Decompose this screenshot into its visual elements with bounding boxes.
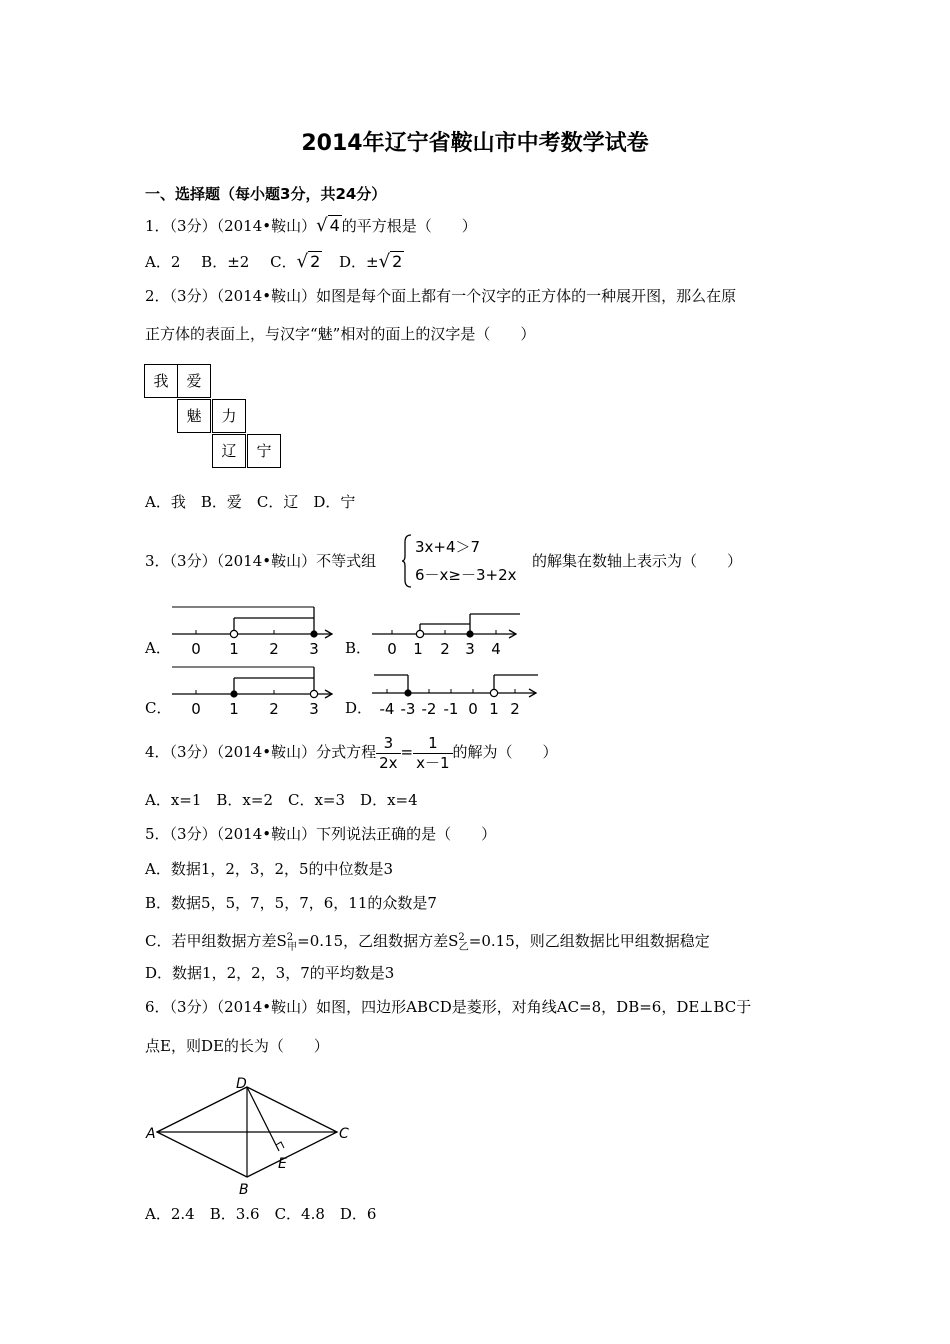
tick-label: 1 [229,640,239,658]
q3-label-d: D． [345,699,373,717]
q3-suffix: 的解集在数轴上表示为（ ） [532,552,743,570]
question-4-stem [145,732,558,773]
tick-label: 0 [191,640,201,658]
net-cell-5: 辽 [212,434,246,468]
fraction-lhs: $\frac{3}{2x}$ [376,734,400,773]
open-point [230,630,237,637]
question-1-options [145,252,404,272]
number-line-c [170,664,340,720]
tick-label: 1 [489,700,499,718]
q1-option-c: C．√ 2 [270,251,321,272]
q1-suffix: 的平方根是（ ） [341,217,477,235]
question-2-line-2: 正方体的表面上，与汉字“魅”相对的面上的汉字是（ ） [145,325,536,343]
tick-label: -4 [379,700,395,718]
tick-label: 3 [309,640,319,658]
tick-label: 2 [440,640,450,658]
sqrt-4: √ 4 [316,215,340,236]
rhombus-diagram [140,1072,360,1198]
q3-label-c: C． [145,699,172,717]
tick-label: 2 [269,700,279,718]
question-6-options: A．2.4 B．3.6 C．4.8 D．6 [145,1205,377,1223]
number-line-a [170,604,340,660]
point-label: A [146,1126,156,1142]
q4-prefix: 4．（3分）（2014•鞍山）分式方程 [145,743,377,761]
number-line-d [370,670,545,720]
tick-label: 0 [387,640,397,658]
fraction-rhs: $\frac{1}{x-1}$ [413,734,452,773]
closed-point [466,630,473,637]
question-5-stem: 5．（3分）（2014•鞍山）下列说法正确的是（ ） [145,825,497,843]
section-heading: 一、选择题（每小题3分，共24分） [145,185,387,203]
net-cell-6: 宁 [247,434,281,468]
question-1-stem [145,216,477,236]
closed-point [404,689,411,696]
q5-option-b: B．数据5，5，7，5，7，6，11的众数是7 [145,894,437,912]
inequality-2: 6－x≥－3+2x [415,566,517,584]
equals-sign: = [400,743,414,761]
open-point [490,689,497,696]
open-point [310,690,317,697]
tick-label: -3 [400,700,416,718]
q5-option-c: C．若甲组数据方差$S^2_甲=0.15$，乙组数据方差$S^2_乙=0.15$，则乙组数据比甲组数据稳定 [145,932,710,953]
net-cell-2: 爱 [177,364,211,398]
tick-label: 0 [191,700,201,718]
q4-suffix: 的解为（ ） [452,743,558,761]
q3-prefix: 3．（3分）（2014•鞍山）不等式组 [145,552,377,570]
tick-label: 3 [309,700,319,718]
system-brace [401,534,413,588]
page-title: 2014年辽宁省鞍山市中考数学试卷 [301,131,649,156]
point-label: D [236,1076,247,1092]
closed-point [310,630,317,637]
tick-label: 1 [413,640,423,658]
net-cell-1: 我 [144,364,178,398]
question-4-options: A．x=1 B．x=2 C．x=3 D．x=4 [145,791,418,809]
net-cell-4: 力 [212,399,246,433]
question-6-line-1: 6．（3分）（2014•鞍山）如图，四边形ABCD是菱形，对角线AC=8，DB=6，DE⊥BC于 [145,998,752,1016]
q3-label-b: B． [345,639,372,657]
number-line-b [370,604,525,660]
question-2-line-1: 2．（3分）（2014•鞍山）如图是每个面上都有一个汉字的正方体的一种展开图，那么在原 [145,287,737,305]
point-label: B [239,1182,249,1198]
inequality-1: 3x+4＞7 [415,538,481,556]
q5-option-a: A．数据1，2，3，2，5的中位数是3 [145,860,394,878]
segment-de [247,1087,279,1151]
tick-label: 2 [510,700,520,718]
q5-option-d: D．数据1，2，2，3，7的平均数是3 [145,964,395,982]
open-point [416,630,423,637]
point-label: C [339,1126,349,1142]
tick-label: -2 [421,700,437,718]
tick-label: 1 [229,700,239,718]
closed-point [230,690,237,697]
q1-prefix: 1．（3分）（2014•鞍山） [145,217,317,235]
q1-option-b: B．±2 [201,253,250,271]
q3-label-a: A． [145,639,171,657]
q1-option-a: A．2 [145,253,181,271]
tick-label: 0 [468,700,478,718]
net-cell-3: 魅 [177,399,211,433]
tick-label: 2 [269,640,279,658]
tick-label: 4 [491,640,501,658]
question-6-line-2: 点E，则DE的长为（ ） [145,1037,329,1055]
q1-option-d: D．±√ 2 [339,251,403,272]
tick-label: -1 [443,700,459,718]
question-2-options: A．我 B．爱 C．辽 D．宁 [145,493,356,511]
tick-label: 3 [465,640,475,658]
point-label: E [278,1156,287,1172]
